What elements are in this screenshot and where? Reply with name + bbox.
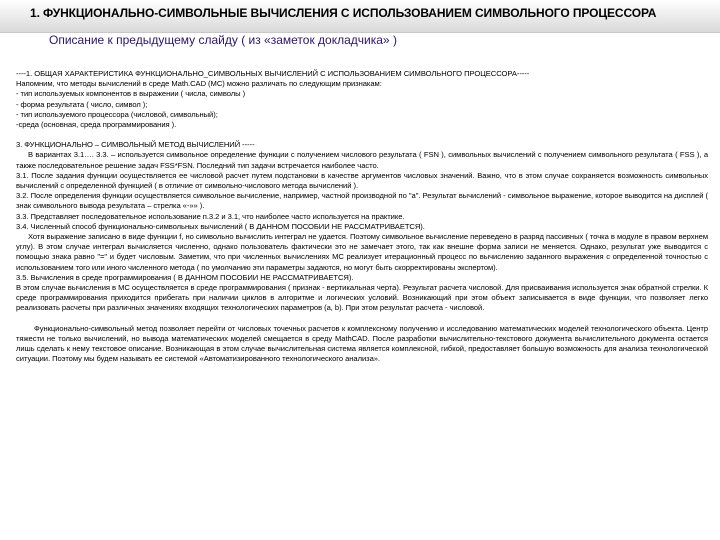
section3-paragraph: 3.4. Численный способ функционально-символьных вычислений ( В ДАННОМ ПОСОБИИ НЕ РАССМАТРИВАЕТСЯ). [16,221,425,231]
section3-paragraph: 3.5. Вычисления в среде программирования ( В ДАННОМ ПОСОБИИ НЕ РАССМАТРИВАЕТСЯ). [16,272,354,282]
section1-heading: ----1. ОБЩАЯ ХАРАКТЕРИСТИКА ФУНКЦИОНАЛЬНО_СИМВОЛЬНЫХ ВЫЧИСЛЕНИЙ С ИСПОЛЬЗОВАНИЕМ СИМВОЛЬНОГО ПРОЦЕССОРА----- [16,69,530,78]
section3-heading: 3. ФУНКЦИОНАЛЬНО – СИМВОЛЬНЫЙ МЕТОД ВЫЧИСЛЕНИЙ ----- [16,140,255,150]
slide-subtitle: Описание к предыдущему слайду ( из «заметок докладчика» ) [49,33,397,47]
section1-item: - тип используемого процессора (числовой, символьный); [16,109,218,119]
section3-paragraph: 3.1. После задания функции осуществляется ее числовой расчет путем подстановки в качестве аргументов числовых значений. Важно, что в этом случае сохраняется возможность символьных вычислений с определенной функцией ( в отличие от символьно-числового метода вычислений ). [16,170,708,191]
section3-paragraph: 3.2. После определения функции осуществляется символьное вычисление, например, частной производной по "a". Результат вычислений - символьное выражение, которое выводится на дисплей ( знак символьного вывода результата – стрелка «-»» ). [16,191,708,211]
speaker-notes [16,69,708,364]
section1-item: - форма результата ( число, символ ); [16,99,148,109]
section3-paragraph: В вариантах 3.1…. 3.3. – используется символьное определение функции с получением числового результата ( FSN ), символьных вычислений с получением символьного результата ( FSS ), а также последовательное решение задач FSS*FSN. Последний тип задачи встречается наиболее часто. [16,150,708,170]
section1-intro: Напомним, что методы вычислений в среде Math.CAD (MC) можно различать по следующим признакам: [16,79,382,89]
spacer [16,130,708,140]
slide-title: 1. ФУНКЦИОНАЛЬНО-СИМВОЛЬНЫЕ ВЫЧИСЛЕНИЯ С ИСПОЛЬЗОВАНИЕМ СИМВОЛЬНОГО ПРОЦЕССОРА [30,6,657,20]
section1-item: - тип используемых компонентов в выражении ( числа, символы ) [16,89,246,99]
section1-item: -среда (основная, среда программирования ). [16,120,177,130]
section3-paragraph: 3.3. Представляет последовательное использование п.3.2 и 3.1, что наиболее часто используется на практике. [16,211,405,221]
conclusion-paragraph: Функционально-символьный метод позволяет перейти от числовых точечных расчетов к комплексному получению и исследованию математических моделей технологического объекта. Центр тяжести не только вычислений, но вывода математических моделей смещается в среду MathCAD. После разработки вычислительно-текстового документа вычислительного документа остается лишь сделать к нему текстовое описание. Возникающая в этом случае вычислительная система является комплексной, гибкой, предоставляет большую возможность для анализа технологической ситуации. Поэтому мы будем называть ее системой «Автоматизированного технологического анализа». [16,323,708,364]
spacer [16,314,708,324]
section3-paragraph: Хотя выражение записано в виде функции f, но символьно вычислить интеграл не удается. Поэтому символьное вычисление переведено в разряд пассивных ( точка в модуле в правом верхнем углу). В этом случае интеграл вычисляется численно, однако пользователь фактически это не замечает этого, так как внешне форма записи не меняется. Однако, результат уже выводится с помощью знака равно "=" и будет числовым. Заметим, что при численных вычислениях МС реализует итерационный процесс по вычислению заданного выражения с определенной точностью с использованием того или иного численного метода ( по умолчанию эти параметры задаются, но могут быть скорректированы экспертом). [16,232,708,272]
section3-paragraph: В этом случае вычисления в МС осуществляется в среде программирования ( признак - вертикальная черта). Результат расчета числовой. Для присваивания используется знак обратной стрелки. К среде программирования приходится прибегать при наличии циклов в алгоритме и логических условий. Возникающий при этом объект записывается в виде функции, что позволяет легко реализовать расчеты при различных значениях входящих технологических параметров (a, b). При этом результат расчета - числовой. [16,283,708,313]
